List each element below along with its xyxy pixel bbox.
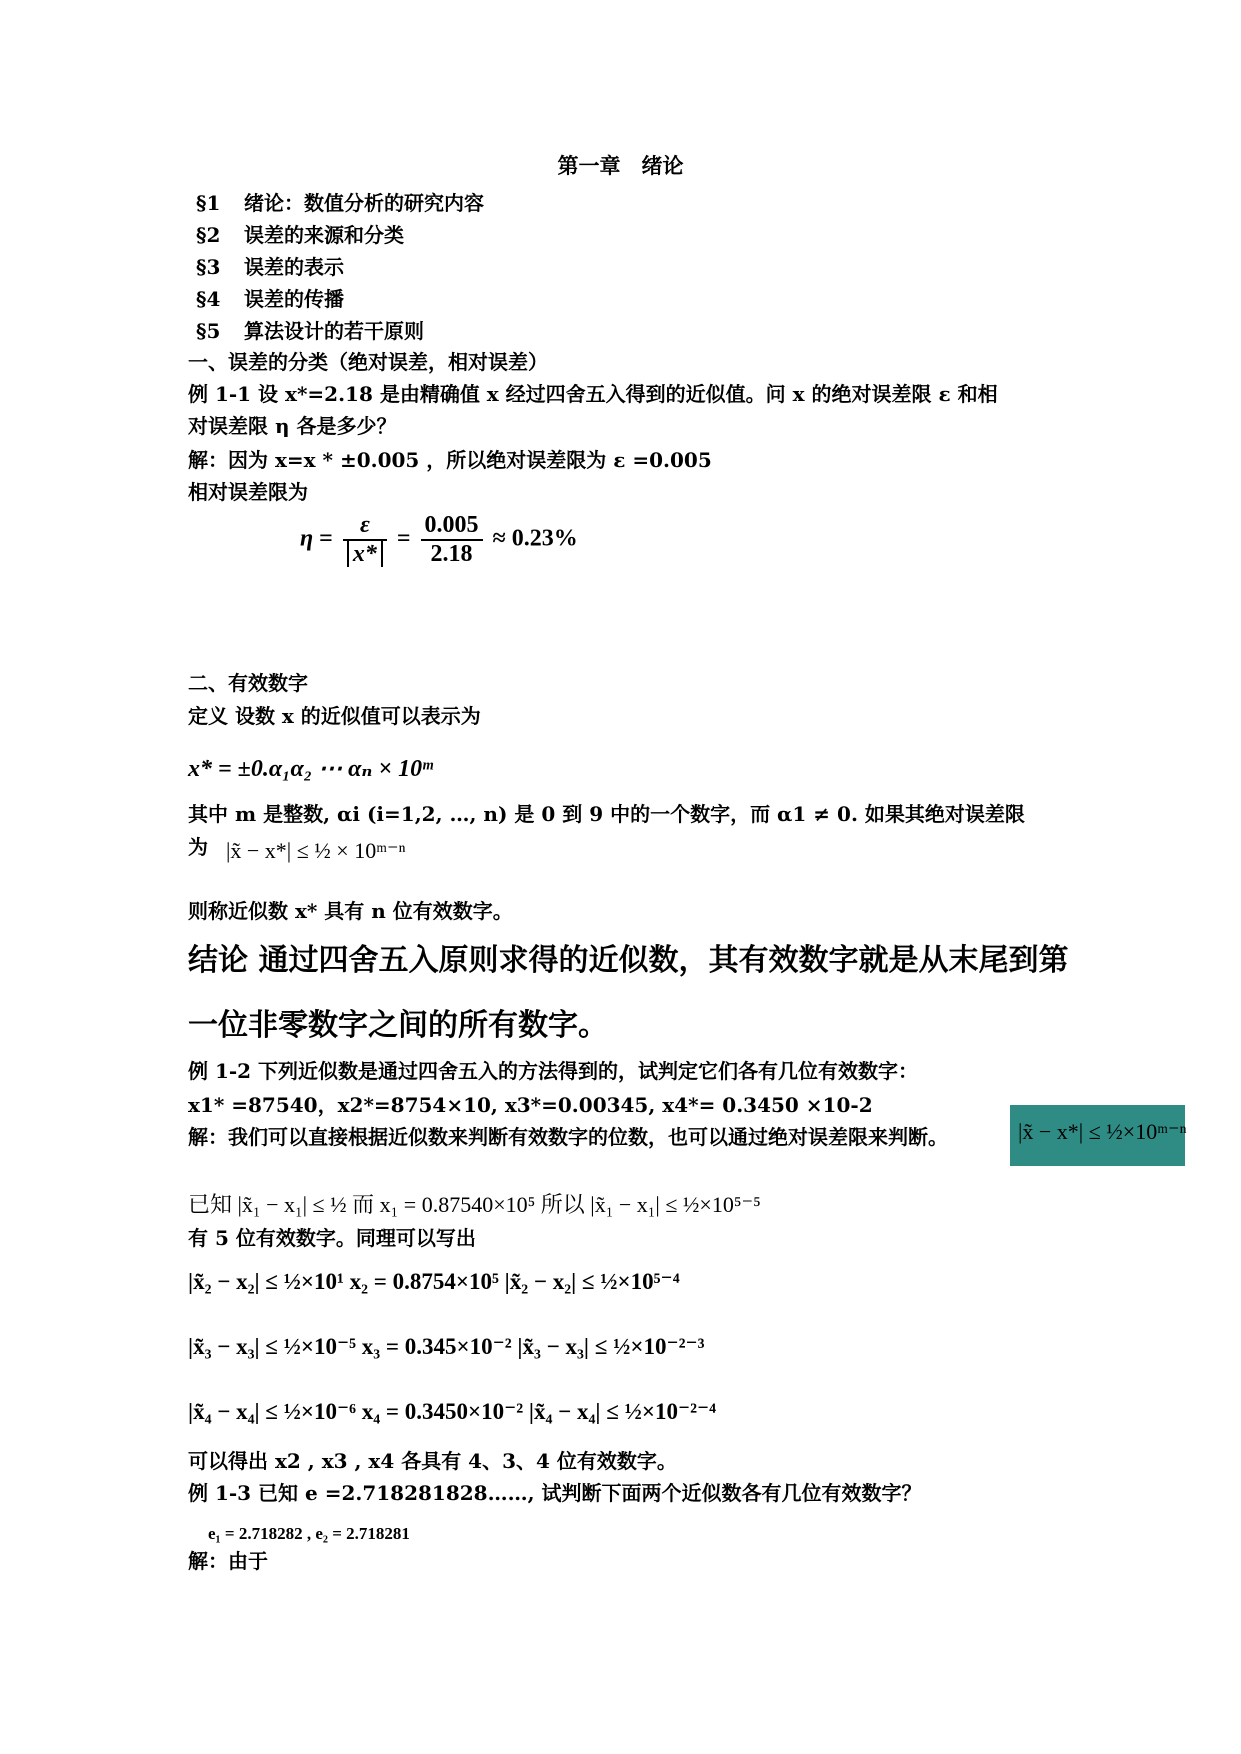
section-heading: 一、误差的分类（绝对误差，相对误差） xyxy=(188,350,548,374)
error-bound-formula: |x̃ − x*| ≤ ½ × 10ᵐ⁻ⁿ xyxy=(226,838,406,863)
definition-text: 为 xyxy=(188,835,208,859)
significant-digits-formula: x* = ±0.α₁α₂ ⋯ αₙ × 10ᵐ xyxy=(188,756,433,782)
example-text: 对误差限 η 各是多少？ xyxy=(188,414,397,438)
relative-error-formula: η = $\frac{\varepsilon}{x*}$ = $\frac{0.005}{2.18}$ ≈ 0.23% xyxy=(300,512,578,567)
conclusion-text: 结论 通过四舍五入原则求得的近似数，其有效数字就是从末尾到第 xyxy=(188,943,1069,978)
highlighted-formula-box xyxy=(1010,1105,1185,1166)
toc-item: §2 误差的来源和分类 xyxy=(196,223,404,247)
section-heading: 二、有效数字 xyxy=(188,671,308,695)
formula-row: |x̃₄ − x₄| ≤ ½×10⁻⁶ x₄ = 0.3450×10⁻² |x̃₄ − x₄| ≤ ½×10⁻²⁻⁴ xyxy=(188,1399,717,1424)
known-formula: 已知 |x̃₁ − x₁| ≤ ½ 而 x₁ = 0.87540×10⁵ 所以 |x̃₁ − x₁| ≤ ½×10⁵⁻⁵ xyxy=(188,1192,761,1217)
definition-text: 则称近似数 x* 具有 n 位有效数字。 xyxy=(188,899,513,923)
formula-row: |x̃₂ − x₂| ≤ ½×10¹ x₂ = 0.8754×10⁵ |x̃₂ − x₂| ≤ ½×10⁵⁻⁴ xyxy=(188,1269,680,1294)
example-text: 例 1-2 下列近似数是通过四舍五入的方法得到的，试判定它们各有几位有效数字： xyxy=(188,1059,919,1083)
example-text: x1* =87540，x2*=8754×10, x3*=0.00345, x4*= 0.3450 ×10-2 xyxy=(188,1093,873,1117)
formula-row: |x̃₃ − x₃| ≤ ½×10⁻⁵ x₃ = 0.345×10⁻² |x̃₃ − x₃| ≤ ½×10⁻²⁻³ xyxy=(188,1334,705,1359)
solution-text: 有 5 位有效数字。同理可以写出 xyxy=(188,1226,476,1250)
highlighted-formula: |x̃ − x*| ≤ ½×10ᵐ⁻ⁿ xyxy=(1018,1119,1187,1144)
example-text: 例 1-3 已知 e =2.718281828……, 试判断下面两个近似数各有几位有效数字？ xyxy=(188,1481,922,1505)
example-text: 例 1-1 设 x*=2.18 是由精确值 x 经过四舍五入得到的近似值。问 x 的绝对误差限 ε 和相 xyxy=(188,382,998,406)
solution-text: 解：由于 xyxy=(188,1549,268,1573)
toc-item: §4 误差的传播 xyxy=(196,287,344,311)
toc-item: §1 绪论：数值分析的研究内容 xyxy=(196,191,484,215)
approx-values: e₁ = 2.718282 , e₂ = 2.718281 xyxy=(208,1524,410,1543)
page-title: 第一章 绪论 xyxy=(557,153,684,178)
solution-text: 相对误差限为 xyxy=(188,480,308,504)
toc-item: §3 误差的表示 xyxy=(196,255,344,279)
solution-text: 解：我们可以直接根据近似数来判断有效数字的位数，也可以通过绝对误差限来判断。 xyxy=(188,1125,948,1149)
solution-text: 解：因为 x=x * ±0.005 ，所以绝对误差限为 ε =0.005 xyxy=(188,448,712,472)
conclusion-text: 一位非零数字之间的所有数字。 xyxy=(188,1008,608,1043)
conclusion-text: 可以得出 x2 , x3 , x4 各具有 4、3、4 位有效数字。 xyxy=(188,1449,677,1473)
definition-text: 定义 设数 x 的近似值可以表示为 xyxy=(188,704,481,728)
toc-item: §5 算法设计的若干原则 xyxy=(196,319,424,343)
definition-text: 其中 m 是整数, αi (i=1,2, …, n) 是 0 到 9 中的一个数字，而 α1 ≠ 0. 如果其绝对误差限 xyxy=(188,802,1025,826)
